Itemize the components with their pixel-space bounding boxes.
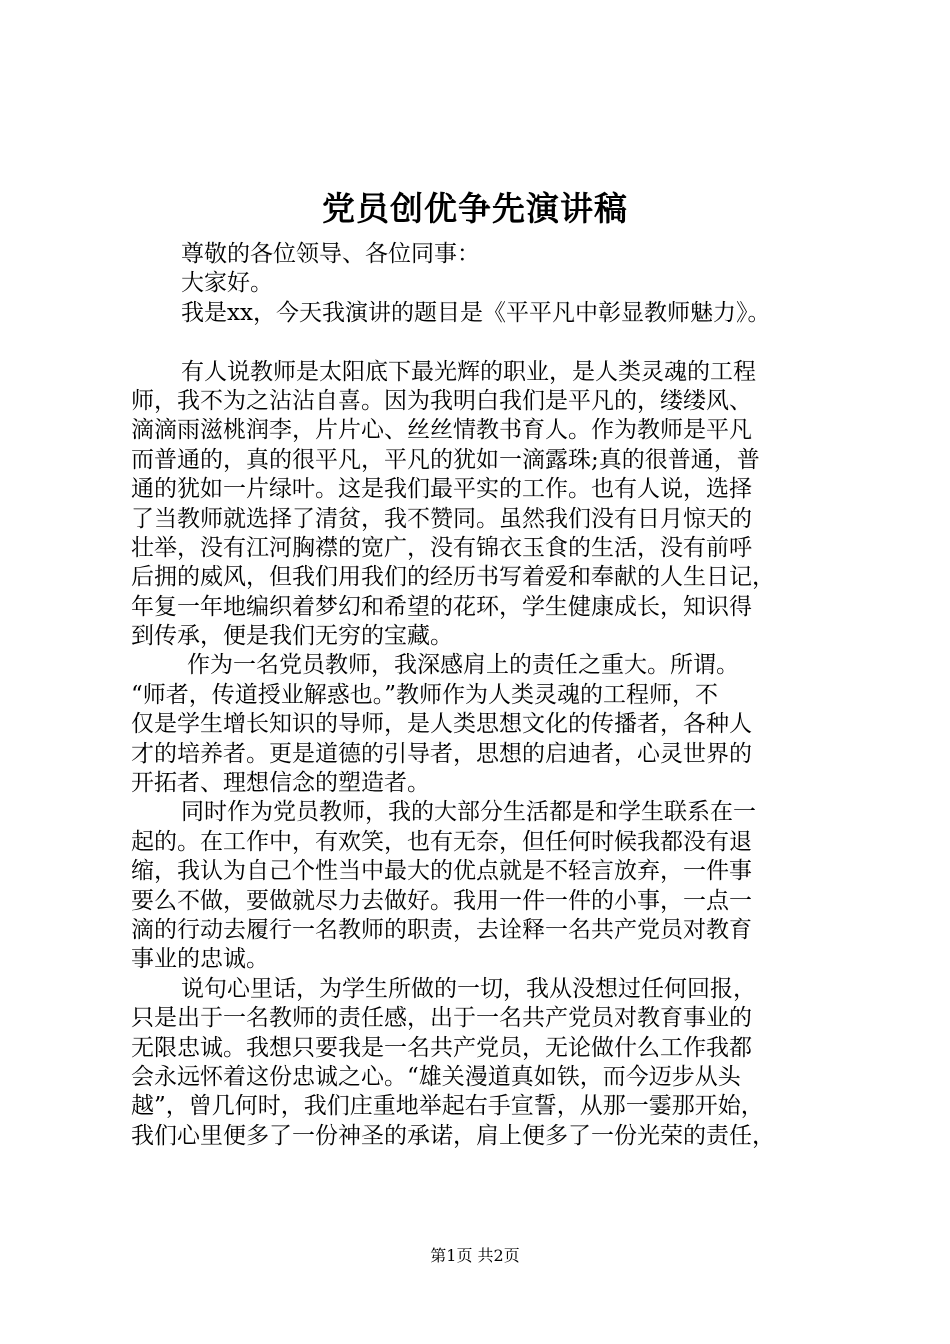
hello-line: 大家好。 bbox=[181, 270, 273, 297]
paragraph-line: 有人说教师是太阳底下最光辉的职业，是人类灵魂的工程 bbox=[181, 358, 756, 385]
paragraph-line: 而普通的，真的很平凡，平凡的犹如一滴露珠;真的很普通，普 bbox=[131, 446, 760, 473]
paragraph-line: 我们心里便多了一份神圣的承诺，肩上便多了一份光荣的责任， bbox=[131, 1122, 775, 1149]
paragraph-line: 滴的行动去履行一名教师的职责，去诠释一名共产党员对教育 bbox=[131, 916, 752, 943]
paragraph-line: 无限忠诚。我想只要我是一名共产党员，无论做什么工作我都 bbox=[131, 1034, 752, 1061]
paragraph-line: 要么不做，要做就尽力去做好。我用一件一件的小事，一点一 bbox=[131, 887, 752, 914]
paragraph-line: “师者，传道授业解惑也。”教师作为人类灵魂的工程师，不 bbox=[131, 681, 719, 708]
paragraph-line: 越”，曾几何时，我们庄重地举起右手宣誓，从那一霎那开始， bbox=[131, 1093, 764, 1120]
blank-line bbox=[131, 328, 843, 357]
paragraph-line: 后拥的威风，但我们用我们的经历书写着爱和奉献的人生日记， bbox=[131, 564, 775, 591]
paragraph-line: 到传承，便是我们无穷的宝藏。 bbox=[131, 623, 453, 650]
paragraph-line: 开拓者、理想信念的塑造者。 bbox=[131, 770, 430, 797]
paragraph-line: 滴滴雨滋桃润李，片片心、丝丝情教书育人。作为教师是平凡 bbox=[131, 417, 752, 444]
paragraph-line: 师，我不为之沾沾自喜。因为我明白我们是平凡的，缕缕风、 bbox=[131, 387, 752, 414]
paragraph-line: 才的培养者。更是道德的引导者，思想的启迪者，心灵世界的 bbox=[131, 740, 752, 767]
paragraph-line: 仅是学生增长知识的导师，是人类思想文化的传播者，各种人 bbox=[131, 711, 752, 738]
paragraph-line: 同时作为党员教师，我的大部分生活都是和学生联系在一 bbox=[181, 799, 756, 826]
paragraph-line: 年复一年地编织着梦幻和希望的花环，学生健康成长，知识得 bbox=[131, 593, 752, 620]
paragraph-line: 事业的忠诚。 bbox=[131, 946, 269, 973]
paragraph-line: 会永远怀着这份忠诚之心。“雄关漫道真如铁，而今迈步从头 bbox=[131, 1063, 741, 1090]
document-title: 党员创优争先演讲稿 bbox=[322, 189, 628, 228]
paragraph-line: 只是出于一名教师的责任感，出于一名共产党员对教育事业的 bbox=[131, 1005, 752, 1032]
paragraph-line: 壮举，没有江河胸襟的宽广，没有锦衣玉食的生活，没有前呼 bbox=[131, 534, 752, 561]
paragraph-line: 缩，我认为自己个性当中最大的优点就是不轻言放弃，一件事 bbox=[131, 858, 752, 885]
greeting-line: 尊敬的各位领导、各位同事： bbox=[181, 241, 480, 267]
paragraph-line: 说句心里话，为学生所做的一切，我从没想过任何回报， bbox=[181, 975, 756, 1002]
intro-line: 我是xx，今天我演讲的题目是《平平凡中彰显教师魅力》。 bbox=[181, 299, 771, 326]
paragraph-line: 了当教师就选择了清贫，我不赞同。虽然我们没有日月惊天的 bbox=[131, 505, 752, 532]
paragraph-line: 作为一名党员教师，我深感肩上的责任之重大。所谓。 bbox=[187, 652, 739, 679]
paragraph-line: 通的犹如一片绿叶。这是我们最平实的工作。也有人说，选择 bbox=[131, 476, 752, 503]
document-body bbox=[131, 240, 843, 1151]
paragraph-line: 起的。在工作中，有欢笑，也有无奈，但任何时候我都没有退 bbox=[131, 828, 752, 855]
page-footer: 第1页 共2页 bbox=[430, 1246, 520, 1265]
